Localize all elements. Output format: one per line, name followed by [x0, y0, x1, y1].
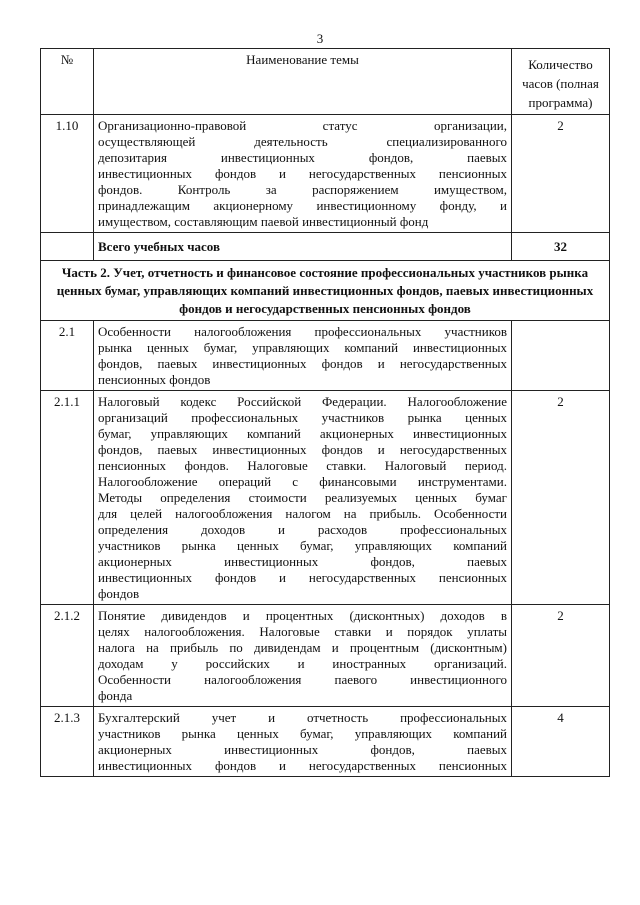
text-line: Особенности налогообложения профессиональных участников — [98, 324, 507, 339]
text-line: Налоговый кодекс Российской Федерации. Налогообложение — [98, 394, 507, 409]
text-line: фонда — [98, 688, 133, 703]
row-num: 2.1 — [41, 321, 94, 391]
text-line: налога на прибыль по дивидендам и процентным (дисконтным) — [98, 640, 507, 655]
row-num: 1.10 — [41, 115, 94, 233]
header-title: Наименование темы — [94, 49, 512, 115]
text-line: Налогообложение операций с финансовыми инструментами. — [98, 474, 507, 489]
text-line: фондов, паевых инвестиционных фондов и негосударственных — [98, 442, 507, 457]
part-heading-row — [41, 261, 610, 321]
text-line: Понятие дивидендов и процентных (дисконтных) доходов в — [98, 608, 507, 623]
total-row — [41, 233, 610, 261]
total-hours: 32 — [512, 233, 610, 261]
header-hours: Количество часов (полная программа) — [512, 49, 610, 115]
row-num: 2.1.3 — [41, 707, 94, 777]
text-line: фондов. Контроль за распоряжением имуществом, — [98, 182, 507, 197]
text-line: организаций профессиональных участников рынка ценных — [98, 410, 507, 425]
table-row — [41, 605, 610, 707]
part-2-heading: Часть 2. Учет, отчетность и финансовое состояние профессиональных участников рынка ценных бумаг, управляющих компаний инвестиционных фондов, паевых инвестиционных фондов и негосударственных пенсионных фондов — [41, 261, 610, 321]
page-number: 3 — [316, 31, 324, 46]
row-title — [94, 321, 512, 391]
row-num: 2.1.2 — [41, 605, 94, 707]
text-line: участников рынка ценных бумаг, управляющих компаний — [98, 538, 507, 553]
text-line: пенсионных фондов. Налоговые ставки. Налоговый период. — [98, 458, 507, 473]
row-title — [94, 605, 512, 707]
text-line: принадлежащим акционерному инвестиционному фонду, и — [98, 198, 507, 213]
total-label: Всего учебных часов — [94, 233, 512, 261]
total-num-cell — [41, 233, 94, 261]
row-hours — [512, 321, 610, 391]
text-line: инвестиционных фондов и негосударственных пенсионных — [98, 570, 507, 585]
text-line: Методы определения стоимости реализуемых ценных бумаг — [98, 490, 507, 505]
text-line: фондов, паевых инвестиционных фондов и негосударственных — [98, 356, 507, 371]
text-line: определения доходов и расходов профессиональных — [98, 522, 507, 537]
table-header-row — [41, 49, 610, 115]
text-line: доходам у российских и иностранных организаций. — [98, 656, 507, 671]
text-line: рынка ценных бумаг, управляющих компаний инвестиционных — [98, 340, 507, 355]
header-num: № — [41, 49, 94, 115]
text-line: Бухгалтерский учет и отчетность профессиональных — [98, 710, 507, 725]
text-line: пенсионных фондов — [98, 372, 211, 387]
table-row — [41, 707, 610, 777]
row-title — [94, 391, 512, 605]
row-title — [94, 707, 512, 777]
row-num: 2.1.1 — [41, 391, 94, 605]
row-hours: 2 — [512, 391, 610, 605]
text-line: имуществом, составляющим паевой инвестиционный фонд — [98, 214, 429, 229]
table-row — [41, 321, 610, 391]
row-hours: 2 — [512, 605, 610, 707]
text-line: инвестиционных фондов и негосударственных пенсионных — [98, 758, 507, 773]
row-hours: 4 — [512, 707, 610, 777]
text-line: Организационно-правовой статус организации, — [98, 118, 507, 133]
row-hours: 2 — [512, 115, 610, 233]
row-title — [94, 115, 512, 233]
text-line: участников рынка ценных бумаг, управляющих компаний — [98, 726, 507, 741]
text-line: акционерных инвестиционных фондов, паевых — [98, 742, 507, 757]
text-line: бумаг, управляющих компаний акционерных инвестиционных — [98, 426, 507, 441]
text-line: осуществляющей деятельность специализированного — [98, 134, 507, 149]
text-line: целях налогообложения. Налоговые ставки и порядок уплаты — [98, 624, 507, 639]
table-row — [41, 391, 610, 605]
text-line: для целей налогообложения налогом на прибыль. Особенности — [98, 506, 507, 521]
text-line: акционерных инвестиционных фондов, паевых — [98, 554, 507, 569]
text-line: депозитария инвестиционных фондов, паевых — [98, 150, 507, 165]
text-line: инвестиционных фондов и негосударственных пенсионных — [98, 166, 507, 181]
text-line: Особенности налогообложения паевого инвестиционного — [98, 672, 507, 687]
curriculum-table — [40, 48, 610, 777]
text-line: фондов — [98, 586, 140, 601]
table-row — [41, 115, 610, 233]
